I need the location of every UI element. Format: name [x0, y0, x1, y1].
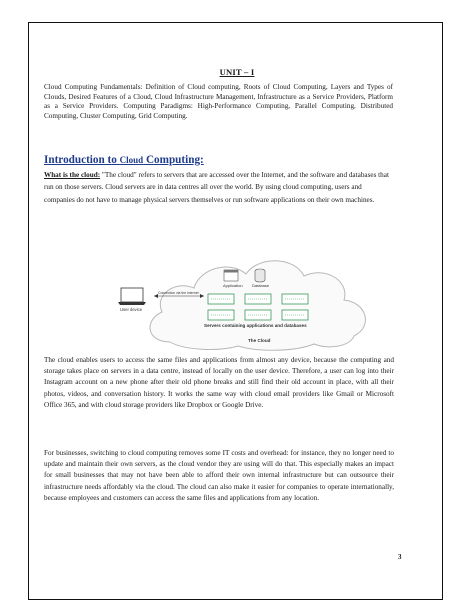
intro-text: "The cloud" refers to servers that are accessed over the Internet, and the software and databases that run on those servers. Cloud servers are in data centres all over the world. By using cloud computing, users and companies do not have to manage physical servers themselves or run software applications on their own machines.: [44, 171, 389, 204]
heading-part2: Cloud: [119, 155, 144, 165]
cloud-diagram: [118, 250, 380, 355]
unit-title: UNIT – I: [219, 67, 255, 77]
syllabus-paragraph: Cloud Computing Fundamentals: Definition of Cloud computing, Roots of Cloud Computing, Layers and Types of Clouds, Desired Features of a Cloud, Cloud Infrastructure Management, Infrastructure as a Service Providers, Platform as a Service Providers. Computing Paradigms: High-Performance Computing, Parallel Computing, Distributed Computing, Cluster Computing, Grid Computing.: [44, 83, 393, 121]
application-icon: [224, 270, 238, 281]
laptop-icon: [118, 288, 146, 305]
section-heading: [44, 154, 204, 166]
heading-part3: Computing:: [143, 154, 204, 166]
intro-lead: What is the cloud:: [44, 171, 101, 179]
database-label: Database: [252, 283, 270, 288]
intro-paragraph: [44, 169, 393, 206]
database-icon: [255, 269, 265, 282]
paragraph-business: For businesses, switching to cloud computing removes some IT costs and overhead: for instance, they no longer need to update and maintain their own servers, as the cloud vendor they are using will do that. This especially makes an impact for small businesses that may not have been able to afford their own internal infrastructure but can outsource their infrastructure needs affordably via the cloud. The cloud can also make it easier for companies to operate internationally, because employees and customers can access the same files and applications from any location.: [44, 449, 394, 502]
page-number: 3: [398, 553, 402, 561]
user-device-label: User device: [120, 307, 143, 312]
cloud-label: The Cloud: [248, 338, 271, 343]
connection-label: Connection via the Internet: [158, 291, 199, 295]
servers-label: Servers containing applications and databases: [204, 323, 307, 328]
application-label: Application: [223, 283, 243, 288]
paragraph-access: The cloud enables users to access the same files and applications from almost any device, because the computing and storage takes place on servers in a data centre, instead of locally on the user device. Therefore, a user can log into their Instagram account on a new phone after their old phone breaks and still find their old account in place, with all their photos, videos, and conversation history. It works the same way with cloud email providers like Gmail or Microsoft Office 365, and with cloud storage providers like Dropbox or Google Drive.: [44, 356, 394, 409]
heading-part1: Introduction to: [44, 154, 120, 166]
